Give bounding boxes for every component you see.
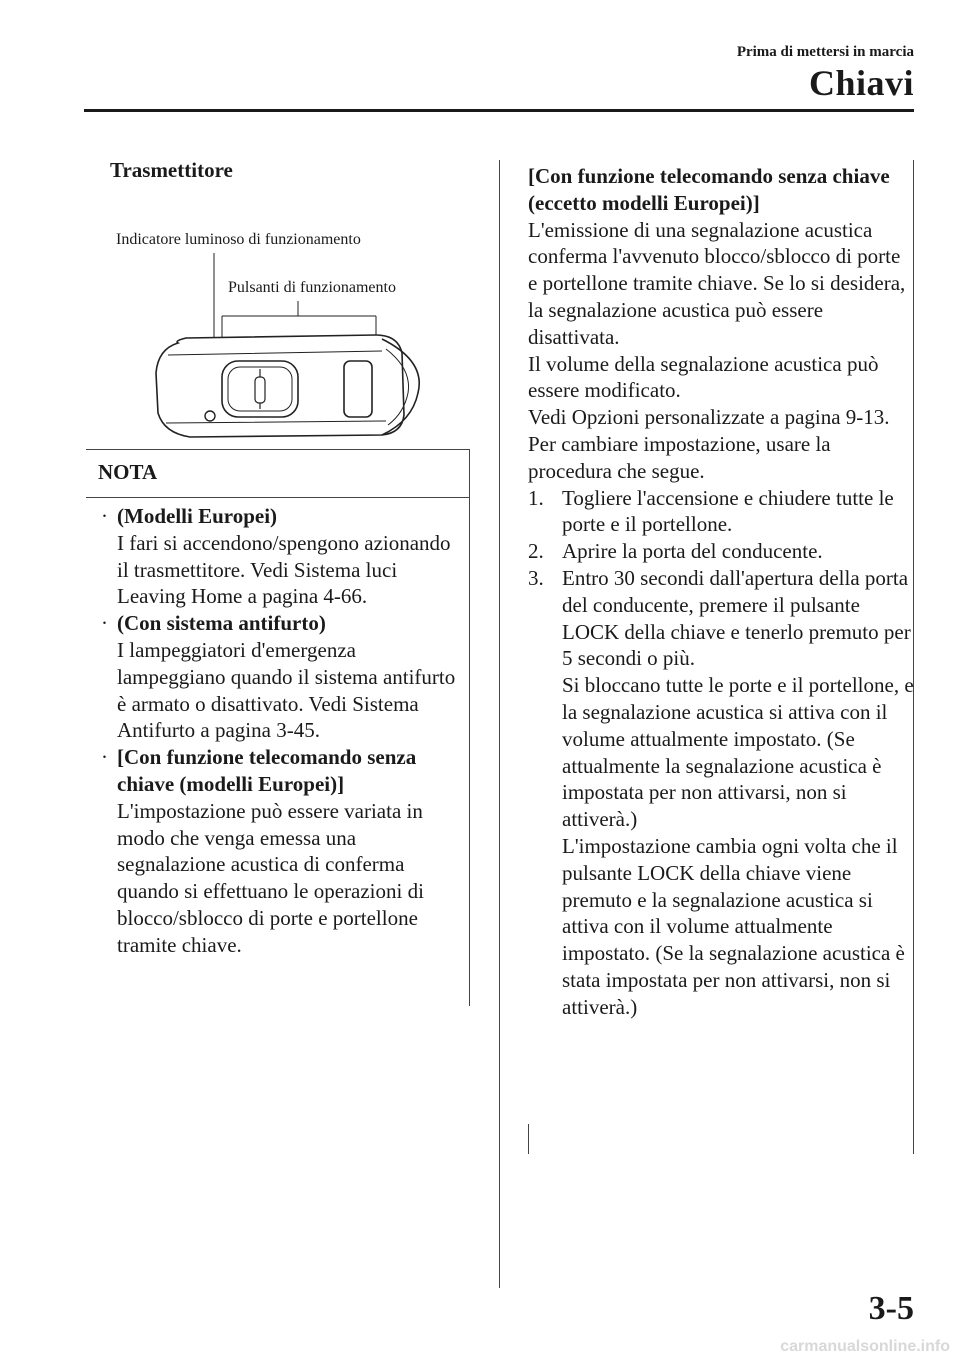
paragraph: L'emissione di una segnalazione acustica conferma l'avvenuto blocco/sblocco di porte e portellone tramite chiave. Se lo si desidera, la segnalazione acustica può essere disattivata.	[528, 217, 906, 349]
note-item	[98, 744, 459, 958]
note-box	[86, 449, 470, 1006]
column-divider	[499, 160, 500, 1288]
note-title: NOTA	[98, 460, 158, 484]
watermark: carmanualsonline.info	[780, 1338, 950, 1355]
page-number: 3-5	[868, 1290, 914, 1327]
note-item-heading: (Con sistema antifurto)	[117, 611, 326, 636]
transmitter-figure	[86, 183, 470, 451]
step-text: Togliere l'accensione e chiudere tutte le porte e il portellone.	[562, 485, 894, 537]
paragraph: Il volume della segnalazione acustica può essere modificato.	[528, 351, 879, 403]
indicator-light-icon	[205, 411, 215, 421]
step-number: 3.	[528, 565, 544, 590]
step-number: 1.	[528, 485, 544, 510]
note-item-text: I fari si accendono/spengono azionando il trasmettitore. Vedi Sistema luci Leaving Home a pagina 4-66.	[117, 530, 451, 609]
step-text: Aprire la porta del conducente.	[562, 539, 823, 564]
bullet-icon: ·	[101, 504, 108, 528]
key-fob-illustration	[86, 183, 470, 451]
note-item	[98, 610, 459, 744]
trunk-button	[344, 361, 372, 417]
procedure-step	[528, 485, 914, 539]
procedure-step	[528, 565, 914, 1021]
bullet-icon: ·	[101, 745, 108, 770]
note-item-heading: (Modelli Europei)	[117, 504, 278, 528]
right-column-bottom-tick	[528, 1124, 529, 1154]
paragraph: Per cambiare impostazione, usare la procedura che segue.	[528, 431, 831, 483]
callout-indicator-light: Indicatore luminoso di funzionamento	[116, 231, 361, 248]
page-title: Chiavi	[808, 63, 914, 103]
left-column	[86, 158, 470, 1006]
note-item-heading: [Con funzione telecomando senza chiave (modelli Europei)]	[117, 745, 417, 796]
callout-operation-buttons: Pulsanti di funzionamento	[228, 279, 396, 296]
right-column	[528, 163, 914, 1021]
step-number: 2.	[528, 539, 544, 564]
note-body	[86, 498, 469, 959]
header-rule	[84, 109, 914, 112]
step-text: Entro 30 secondi dall'apertura della porta del conducente, premere il pulsante LOCK della chiave e tenerlo premuto per 5 secondi o più.	[562, 565, 911, 671]
header-section: Prima di mettersi in marcia	[736, 44, 914, 60]
paragraph: Vedi Opzioni personalizzate a pagina 9-13.	[528, 405, 890, 430]
procedure-step	[528, 538, 914, 565]
step-followup: L'impostazione cambia ogni volta che il pulsante LOCK della chiave viene premuto e la segnalazione acustica si attiva con il volume attualmente impostato. (Se la segnalazione acustica è stata impostata per non attivarsi, non si attiverà.)	[562, 833, 905, 1019]
subheading: Trasmettitore	[110, 158, 233, 182]
button-split-knob	[255, 377, 265, 403]
step-followup: Si bloccano tutte le porte e il portellone, e la segnalazione acustica si attiva con il volume attualmente impostato. (Se attualmente la segnalazione acustica è impostata per non attivarsi, non si attiverà.)	[562, 673, 914, 832]
note-item	[98, 503, 459, 610]
note-item-text: I lampeggiatori d'emergenza lampeggiano quando il sistema antifurto è armato o disattivato. Vedi Sistema Antifurto a pagina 3-45.	[117, 637, 456, 743]
note-item-text: L'impostazione può essere variata in modo che venga emessa una segnalazione acustica di conferma quando si effettuano le operazioni di blocco/sblocco di porte e portellone tramite chiave.	[117, 798, 424, 957]
section-heading: [Con funzione telecomando senza chiave (eccetto modelli Europei)]	[528, 164, 890, 215]
bullet-icon: ·	[101, 611, 108, 636]
